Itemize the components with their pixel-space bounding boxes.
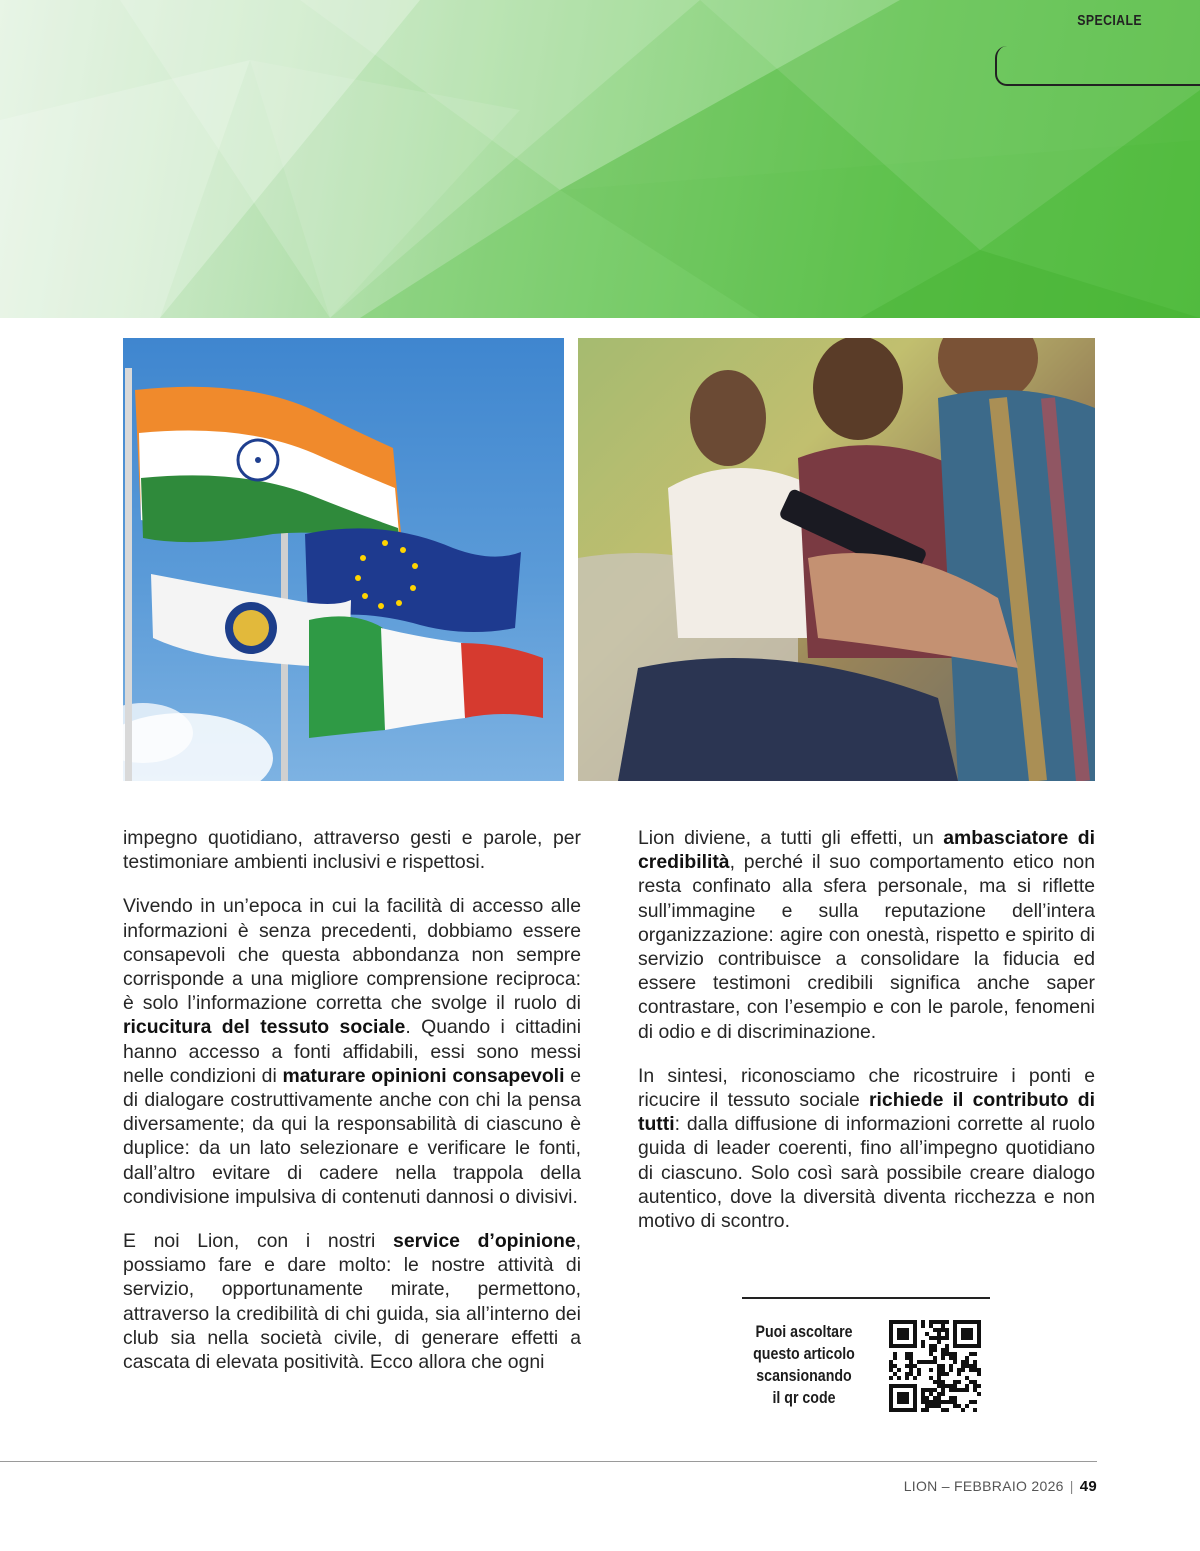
- footer-magazine: LION – FEBBRAIO 2026: [903, 1478, 1064, 1494]
- paragraph: [123, 894, 581, 1209]
- article-column-right: [638, 826, 1095, 1253]
- section-tab: [995, 46, 1200, 86]
- footer-separator: |: [1069, 1478, 1074, 1494]
- text-run: In sintesi, riconosciamo che ricostruire i ponti e ricucire il tessuto sociale: [638, 1064, 1095, 1112]
- youth-illustration: [578, 338, 1095, 781]
- qr-caption-line: scansionando: [756, 1367, 852, 1385]
- flags-photo: [123, 338, 564, 781]
- page-number: 49: [1079, 1478, 1097, 1495]
- qr-code[interactable]: [889, 1320, 981, 1412]
- paragraph: [123, 826, 581, 874]
- text-run: , possiamo fare e dare molto: le nostre attività di servizio, opportunamente mirate, permettono, attraverso la credibilità di chi guida, sia all’interno dei club sia nella società civile, di generare effetti a cascata di elevata positività. Ecco allora che ogni: [123, 1230, 581, 1374]
- text-run: , perché il suo comportamento etico non resta confinato alla sfera personale, ma si riflette sull’immagine e sulla reputazione dell’intera organizzazione: agire con onestà, rispetto e spirito di servizio contribuisce a consolidare la fiducia ed essere testimoni credibili significa anche saper contrastare, con l’esempio e con le parole, fenomeni di odio e di discriminazione.: [638, 851, 1095, 1043]
- page-footer: [904, 1478, 1097, 1495]
- text-run: Vivendo in un’epoca in cui la facilità di accesso alle informazioni è senza precedenti, dobbiamo essere consapevoli che questa abbondanza non sempre corrisponde a una migliore comprensione reciproca: è solo l’informazione corretta che svolge il ruolo di: [123, 895, 581, 1015]
- text-run: impegno quotidiano, attraverso gesti e parole, per testimoniare ambienti inclusivi e rispettosi.: [123, 827, 581, 874]
- paragraph: [638, 1064, 1095, 1233]
- flags-illustration: [123, 338, 564, 781]
- paragraph: [123, 1229, 581, 1374]
- qr-divider: [742, 1297, 990, 1299]
- bold-text: ricucitura del tessuto sociale: [123, 1016, 406, 1039]
- section-label: SPECIALE: [1077, 12, 1142, 29]
- text-run: e di dialogare costruttivamente anche con chi la pensa diversamente; da qui la responsabilità di ciascuno è duplice: da un lato selezionare e verificare le fonti, dall’altro evitare di cadere nella trappola della condivisione impulsiva di contenuti dannosi o divisivi.: [123, 1064, 581, 1208]
- qr-caption-line: questo articolo: [753, 1345, 855, 1363]
- text-run: . Quando i cittadini hanno accesso a fonti affidabili, essi sono messi nelle condizioni di: [123, 1016, 581, 1087]
- header-banner: [0, 0, 1200, 318]
- qr-caption-line: il qr code: [772, 1389, 836, 1407]
- footer-divider: [0, 1461, 1097, 1462]
- text-run: : dalla diffusione di informazioni corrette al ruolo guida di leader coerenti, fino all’impegno quotidiano di ciascuno. Solo così sarà possibile creare dialogo autentico, dove la diversità diventa ricchezza e non motivo di scontro.: [638, 1113, 1095, 1233]
- text-run: Lion diviene, a tutti gli effetti, un: [638, 827, 944, 849]
- bold-text: richiede il contributo di tutti: [638, 1089, 1095, 1136]
- paragraph: [638, 826, 1095, 1044]
- qr-caption: [751, 1321, 858, 1409]
- bold-text: service d’opinione: [393, 1230, 576, 1253]
- article-column-left: [123, 826, 581, 1394]
- text-run: E noi Lion, con i nostri: [123, 1230, 394, 1253]
- youth-photo: [578, 338, 1095, 781]
- bold-text: ambasciatore di credibilità: [638, 827, 1095, 874]
- bold-text: maturare opinioni consapevoli: [282, 1064, 565, 1087]
- qr-caption-line: Puoi ascoltare: [755, 1323, 853, 1341]
